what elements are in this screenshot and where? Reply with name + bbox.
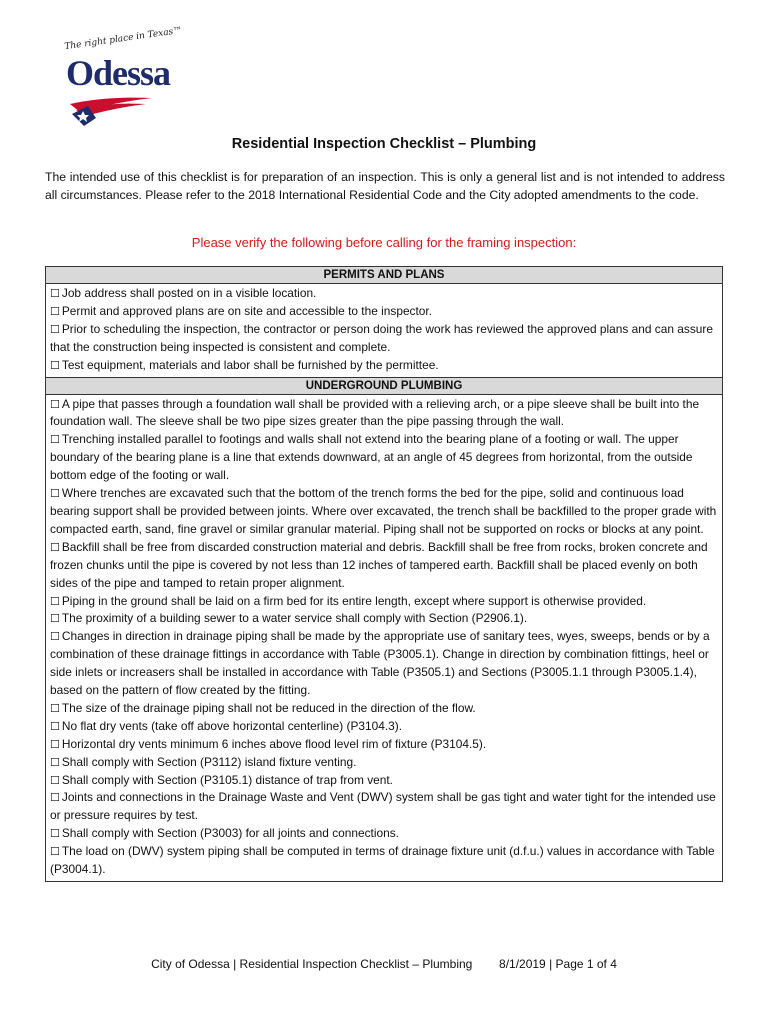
checkbox-icon[interactable]: ☐ xyxy=(50,737,60,751)
checklist-item-text: Trenching installed parallel to footings and walls shall not extend into the bearing plane of a footing or wall. The upper boundary of the bearing plane is a line that extends downward, at an angle of 45 degrees from horizontal, from the outside bottom edge of the footing or wall. xyxy=(50,432,693,483)
checklist-item-text: No flat dry vents (take off above horizontal centerline) (P3104.3). xyxy=(61,718,403,733)
checkbox-icon[interactable]: ☐ xyxy=(50,322,60,336)
checklist-item-text: The size of the drainage piping shall not be reduced in the direction of the flow. xyxy=(61,700,476,715)
checklist-item-text: Shall comply with Section (P3003) for all joints and connections. xyxy=(61,826,399,841)
checklist-item-text: Changes in direction in drainage piping shall be made by the appropriate use of sanitary tees, wyes, sweeps, bends or by a combination of these drainage fittings in accordance with Table (P3005.1). Change in direction by combination fittings, heel or side inlets or increasers shall be installed in accordance with Table (P3505.1) and Sections (P3005.1.1 through P3005.1.4), based on the pattern of flow created by the fitting. xyxy=(50,629,710,698)
checklist-item-text: A pipe that passes through a foundation wall shall be provided with a relieving arch, or a pipe sleeve shall be built into the foundation wall. The sleeve shall be two pipe sizes greater than the pipe passing through the wall. xyxy=(50,396,700,429)
checklist-item xyxy=(50,700,718,718)
checkbox-icon[interactable]: ☐ xyxy=(50,612,60,626)
checklist-item xyxy=(50,321,718,357)
checklist-item xyxy=(50,303,718,321)
checklist-item xyxy=(50,357,718,375)
checklist-item-text: Horizontal dry vents minimum 6 inches above flood level rim of fixture (P3104.5). xyxy=(61,736,487,751)
checklist-item xyxy=(50,736,718,754)
checklist-item-text: Test equipment, materials and labor shall be furnished by the permittee. xyxy=(61,357,439,372)
checklist-item xyxy=(50,539,718,593)
texas-flag-swoosh-icon xyxy=(66,94,156,128)
checklist-item-text: Prior to scheduling the inspection, the contractor or person doing the work has reviewed the approved plans and can assure that the construction being inspected is consistent and complete. xyxy=(50,321,713,354)
checklist-item-text: Job address shall posted on in a visible location. xyxy=(61,286,317,300)
checkbox-icon[interactable]: ☐ xyxy=(50,287,60,300)
section-items xyxy=(46,284,722,377)
checkbox-icon[interactable]: ☐ xyxy=(50,630,60,644)
checkbox-icon[interactable]: ☐ xyxy=(50,773,60,787)
checkbox-icon[interactable]: ☐ xyxy=(50,540,60,554)
checklist-item-text: Where trenches are excavated such that the bottom of the trench forms the bed for the pipe, solid and continuous load bearing support shall be provided between joints. Where over excavated, the trench shall be backfilled to the proper grade with compacted earth, sand, fine gravel or similar granular material. Piping shall not be supported on rocks or blocks at any point. xyxy=(50,486,717,536)
page-footer: City of Odessa | Residential Inspection Checklist – Plumbing 8/1/2019 | Page 1 of 4 xyxy=(151,957,617,971)
checklist-item-text: Permit and approved plans are on site and accessible to the inspector. xyxy=(61,303,433,318)
checklist-item-text: Shall comply with Section (P3112) island fixture venting. xyxy=(61,754,357,769)
checkbox-icon[interactable]: ☐ xyxy=(50,755,60,769)
checklist-item xyxy=(50,789,718,825)
checklist-item xyxy=(50,285,718,303)
checklist-item xyxy=(50,396,718,432)
checklist-item xyxy=(50,772,718,790)
checklist-item xyxy=(50,754,718,772)
logo-tagline: The right place in Texas™ xyxy=(63,25,183,53)
logo-wordmark: Odessa xyxy=(66,53,171,93)
section-header: PERMITS AND PLANS xyxy=(46,267,722,284)
checkbox-icon[interactable]: ☐ xyxy=(50,827,60,841)
checkbox-icon[interactable]: ☐ xyxy=(50,397,60,411)
checkbox-icon[interactable]: ☐ xyxy=(50,594,60,608)
checklist-item-text: Shall comply with Section (P3105.1) distance of trap from vent. xyxy=(61,772,393,787)
checklist-item xyxy=(50,610,718,628)
checkbox-icon[interactable]: ☐ xyxy=(50,433,60,447)
checklist-item xyxy=(50,628,718,700)
checklist-item-text: The load on (DWV) system piping shall be computed in terms of drainage fixture unit (d.f.u.) values in accordance with Table (P3004.1). xyxy=(50,844,715,877)
checkbox-icon[interactable]: ☐ xyxy=(50,845,60,859)
checkbox-icon[interactable]: ☐ xyxy=(50,719,60,733)
checkbox-icon[interactable]: ☐ xyxy=(50,791,60,805)
checklist-item xyxy=(50,593,718,611)
section-header: UNDERGROUND PLUMBING xyxy=(46,377,722,395)
checklist-item-text: The proximity of a building sewer to a water service shall comply with Section (P2906.1). xyxy=(61,611,528,626)
checkbox-icon[interactable]: ☐ xyxy=(50,487,60,501)
verify-notice: Please verify the following before calling for the framing inspection: xyxy=(191,235,577,250)
odessa-logo xyxy=(58,25,183,126)
checkbox-icon[interactable]: ☐ xyxy=(50,358,60,372)
checkbox-icon[interactable]: ☐ xyxy=(50,304,60,318)
checklist-item xyxy=(50,843,718,879)
checklist-table xyxy=(45,266,723,882)
checklist-item xyxy=(50,431,718,485)
checklist-item-text: Joints and connections in the Drainage Waste and Vent (DWV) system shall be gas tight and water tight for the intended use or pressure requires by test. xyxy=(50,790,716,823)
checklist-item xyxy=(50,825,718,843)
page-title: Residential Inspection Checklist – Plumbing xyxy=(231,136,537,152)
checklist-item xyxy=(50,485,718,539)
intro-paragraph: The intended use of this checklist is for preparation of an inspection. This is only a general list and is not intended to address all circumstances. Please refer to the 2018 International Residential Code and the City adopted amendments to the code. xyxy=(45,170,725,202)
checkbox-icon[interactable]: ☐ xyxy=(50,701,60,715)
checklist-item xyxy=(50,718,718,736)
checklist-item-text: Backfill shall be free from discarded construction material and debris. Backfill shall be free from rocks, broken concrete and frozen chunks until the pipe is covered by not less than 12 inches of tampered earth. Backfill shall be placed evenly on both sides of the pipe and tamped to retain proper alignment. xyxy=(50,539,708,590)
section-items xyxy=(46,395,722,881)
checklist-item-text: Piping in the ground shall be laid on a firm bed for its entire length, except where support is otherwise provided. xyxy=(61,593,647,608)
